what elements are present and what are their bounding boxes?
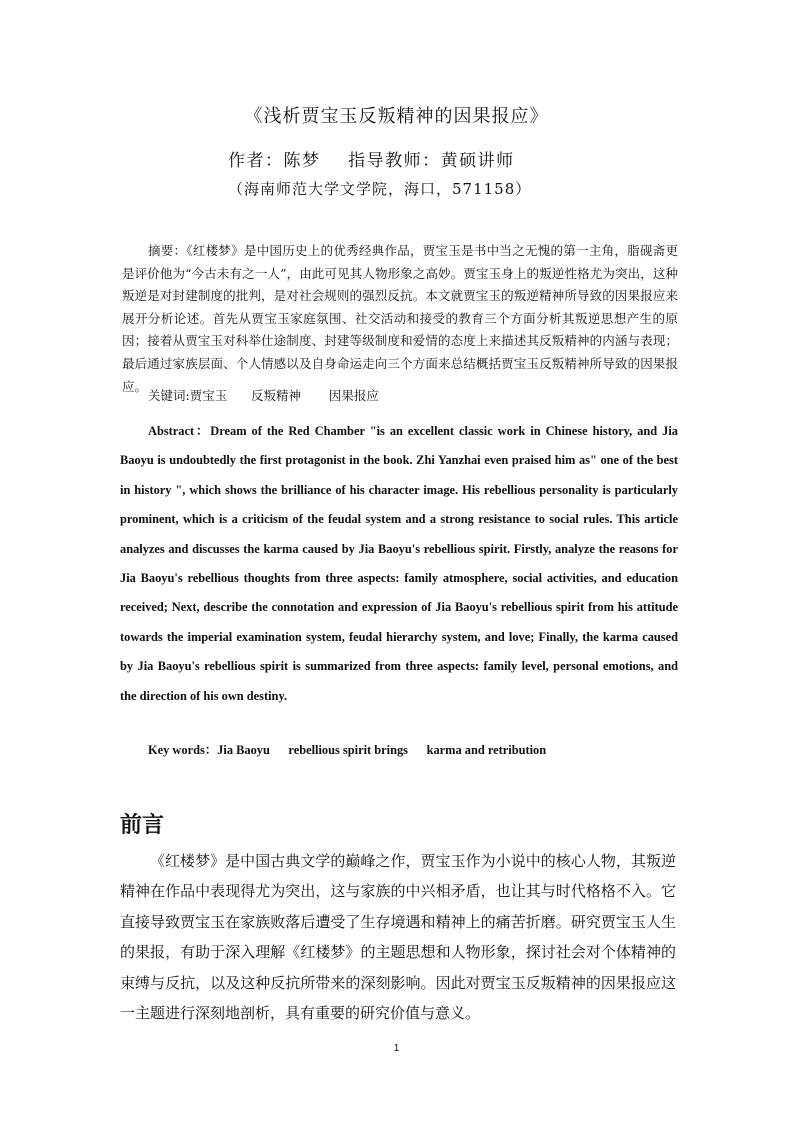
english-abstract-text: Abstract：Dream of the Red Chamber "is an excellent classic work in Chinese history, and Jia Baoyu is undoubtedly the first protagonist in the book. Zhi Yanzhai even praised him as" one of the best in history ", which shows the brilliance of his character image. His rebellious personality is particularly prominent, which is a criticism of the feudal system and a strong resistance to social rules. This article analyzes and discusses the karma caused by Jia Baoyu's rebellious spirit. Firstly, analyze the reasons for Jia Baoyu's rebellious thoughts from three aspects: family atmosphere, social activities, and education received; Next, describe the connotation and expression of Jia Baoyu's rebellious spirit from his attitude towards the imperial examination system, feudal hierarchy system, and love; Finally, the karma caused by Jia Baoyu's rebellious spirit is summarized from three aspects: family level, personal emotions, and the direction of his own destiny.	[120, 424, 678, 703]
english-keywords: Key words：Jia Baoyu rebellious spirit brings karma and retribution	[148, 743, 547, 757]
chinese-abstract-text: 摘要：《红楼梦》是中国历史上的优秀经典作品，贾宝玉是书中当之无愧的第一主角，脂砚斋更是评价他为“今古未有之一人”，由此可见其人物形象之高妙。贾宝玉身上的叛逆性格尤为突出，这种叛逆是对封建制度的批判，是对社会规则的强烈反抗。本文就贾宝玉的叛逆精神所导致的因果报应来展开分析论述。首先从贾宝玉家庭氛围、社交活动和接受的教育三个方面分析其叛逆思想产生的原因；接着从贾宝玉对科举仕途制度、封建等级制度和爱情的态度上来描述其反叛精神的内涵与表现；最后通过家族层面、个人情感以及自身命运走向三个方面来总结概括贾宝玉反叛精神所导致的因果报应。	[122, 243, 678, 394]
author-line: 作者：陈梦 指导教师：黄硕讲师	[228, 151, 515, 171]
section-heading: 前言	[120, 813, 165, 838]
preface-paragraph: 《红楼梦》是中国古典文学的巅峰之作，贾宝玉作为小说中的核心人物，其叛逆精神在作品中表现得尤为突出，这与家族的中兴相矛盾，也让其与时代格格不入。它直接导致贾宝玉在家族败落后遭受了生存境遇和精神上的痛苦折磨。研究贾宝玉人生的果报，有助于深入理解《红楼梦》的主题思想和人物形象，探讨社会对个体精神的束缚与反抗，以及这种反抗所带来的深刻影响。因此对贾宝玉反叛精神的因果报应这一主题进行深刻地剖析，具有重要的研究价值与意义。	[120, 852, 676, 1023]
chinese-abstract	[122, 240, 678, 398]
page-number: 1	[393, 1043, 400, 1054]
paper-title: 《浅析贾宝玉反叛精神的因果报应》	[244, 106, 549, 127]
preface-body	[120, 846, 676, 1028]
affiliation: （海南师范大学文学院，海口，571158）	[228, 180, 532, 198]
english-abstract	[120, 417, 678, 711]
chinese-keywords: 关键词:贾宝玉 反叛精神 因果报应	[148, 388, 379, 403]
